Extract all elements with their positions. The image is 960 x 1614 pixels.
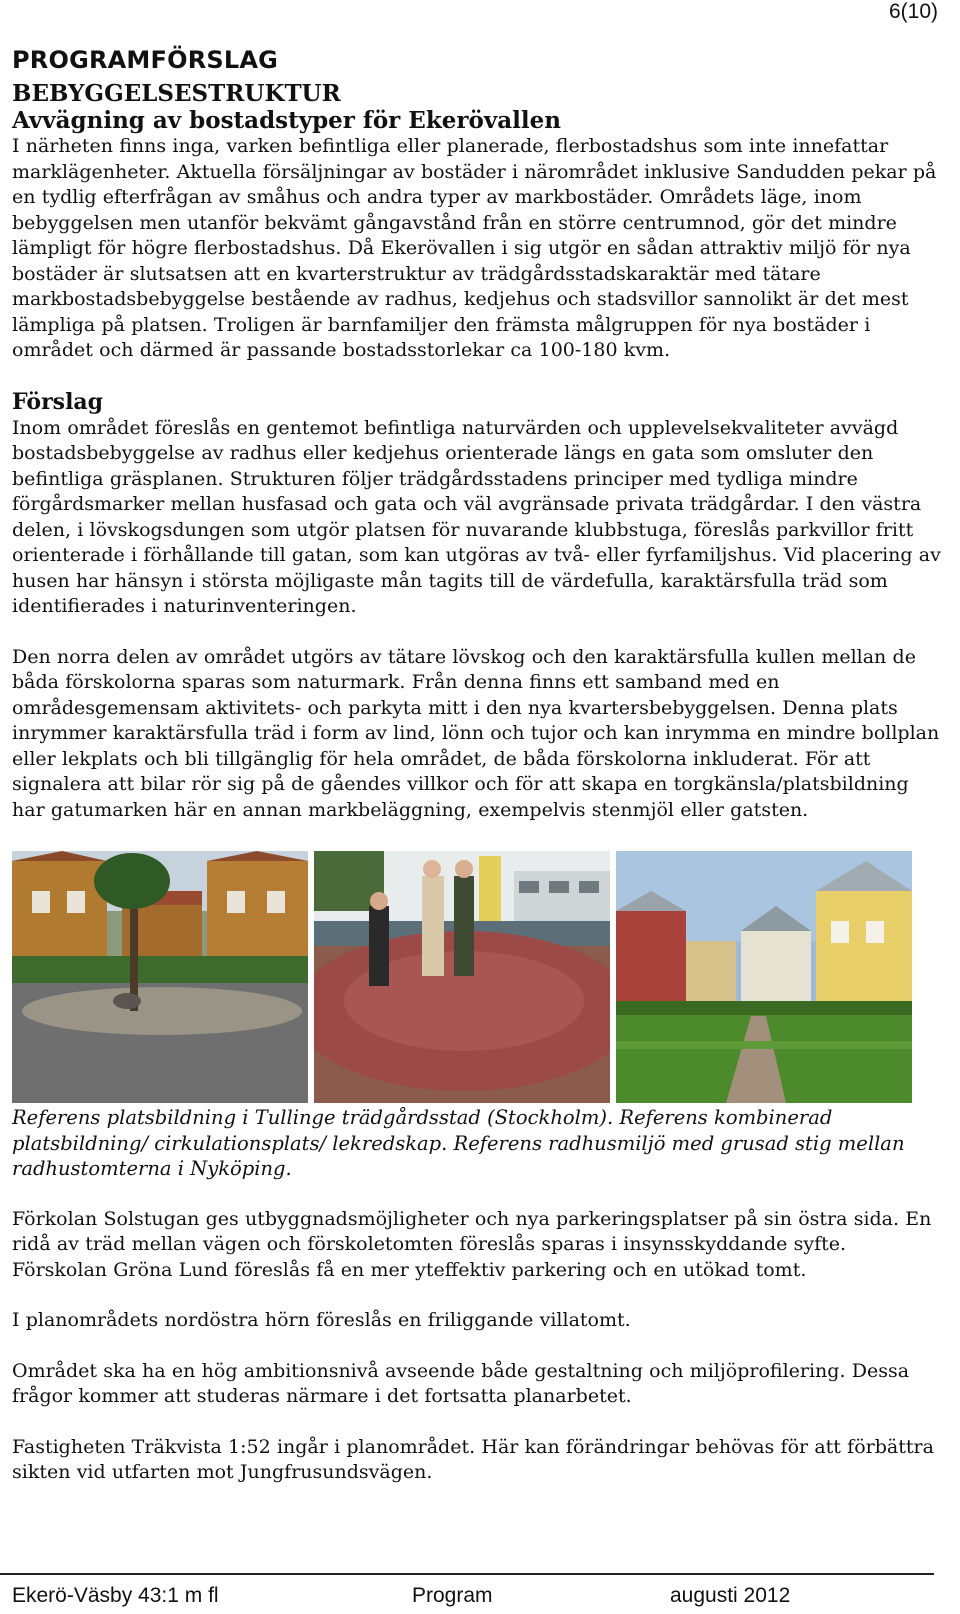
photo-caption: Referens platsbildning i Tullinge trädgårdsstad (Stockholm). Referens kombinerad platsbildning/ cirkulationsplats/ lekredskap. Referens radhusmiljö med grusad stig mellan radhustomterna i Nyköping. (12, 1106, 905, 1180)
photo-circulation-place (314, 851, 610, 1103)
photo-tullinge-square (12, 851, 308, 1103)
heading-forslag: Förslag (12, 388, 104, 415)
footer-date: augusti 2012 (670, 1584, 791, 1607)
heading-avvagning: Avvägning av bostadstyper för Ekerövallen (12, 107, 561, 134)
heading-programforslag: PROGRAMFÖRSLAG (12, 46, 279, 74)
footer-divider (0, 1573, 934, 1575)
reference-photos (12, 851, 942, 1103)
footer-doc-type: Program (412, 1584, 493, 1607)
paragraph-fastighet: Fastigheten Träkvista 1:52 ingår i planområdet. Här kan förändringar behövas för att förbättra sikten vid utfarten mot Jungfrusundsvägen. (12, 1435, 934, 1483)
page-number: 6(10) (888, 0, 938, 23)
paragraph-forkolan: Förkolan Solstugan ges utbyggnadsmöjligheter och nya parkeringsplatser på sin östra sida. En ridå av träd mellan vägen och förskoletomten föreslås sparas i insynsskyddande syfte. Förskolan Gröna Lund föreslås få en mer yteffektiv parkering och en utökad tomt. (12, 1207, 932, 1281)
paragraph-ambition: Området ska ha en hög ambitionsnivå avseende både gestaltning och miljöprofilering. Dessa frågor kommer att studeras närmare i det fortsatta planarbetet. (12, 1359, 910, 1407)
footer-project: Ekerö-Väsby 43:1 m fl (12, 1584, 219, 1607)
photo-nykoping-rowhouses (616, 851, 912, 1103)
paragraph-forslag-2: Den norra delen av området utgörs av tätare lövskog och den karaktärsfulla kullen mellan de båda förskolorna sparas som naturmark. Från denna finns ett samband med en områdesgemensam aktivitets- och parkyta mitt i den nya kvartersbebyggelsen. Denna plats inrymmer karaktärsfulla träd i form av lind, lönn och tujor och kan inrymma en mindre bollplan eller lekplats och bli tillgänglig för hela området, de båda förskolorna inkluderat. För att signalera att bilar rör sig på de gåendes villkor och för att skapa en torgkänsla/platsbildning har gatumarken här en annan markbeläggning, exempelvis stenmjöl eller gatsten. (12, 645, 940, 821)
paragraph-intro: I närheten finns inga, varken befintliga eller planerade, flerbostadshus som inte innefattar marklägenheter. Aktuella försäljningar av bostäder i närområdet inklusive Sandudden pekar på en tydlig efterfrågan av småhus och andra typer av markbostäder. Områdets läge, inom bebyggelsen men utanför bekvämt gångavstånd från en större centrumnod, gör det mindre lämpligt för högre flerbostadshus. Då Ekerövallen i sig utgör en sådan attraktiv miljö för nya bostäder är slutsatsen att en kvarterstruktur av trädgårdsstadskaraktär med tätare markbostadsbebyggelse bestående av radhus, kedjehus och stadsvillor sannolikt är det mest lämpliga på platsen. Troligen är barnfamiljer den främsta målgruppen för nya bostäder i området och därmed är passande bostadsstorlekar ca 100-180 kvm. (12, 135, 937, 361)
heading-bebyggelsestruktur: BEBYGGELSESTRUKTUR (12, 80, 341, 107)
paragraph-villatomt: I planområdets nordöstra hörn föreslås en friliggande villatomt. (12, 1309, 631, 1331)
document-body (12, 46, 942, 1486)
paragraph-forslag-1: Inom området föreslås en gentemot befintliga naturvärden och upplevelsekvaliteter avvägd bostadsbebyggelse av radhus eller kedjehus orienterade längs en gata som omsluter den befintliga gräsplanen. Strukturen följer trädgårdsstadens principer med tydliga mindre förgårdsmarker mellan husfasad och gata och väl avgränsade privata trädgårdar. I den västra delen, i lövskogsdungen som utgör platsen för nuvarande klubbstuga, föreslås parkvillor fritt orienterade i förhållande till gatan, som kan utgöras av två- eller fyrfamiljshus. Vid placering av husen har hänsyn i största möjligaste mån tagits till de värdefulla, karaktärsfulla träd som identifierades i naturinventeringen. (12, 416, 941, 617)
